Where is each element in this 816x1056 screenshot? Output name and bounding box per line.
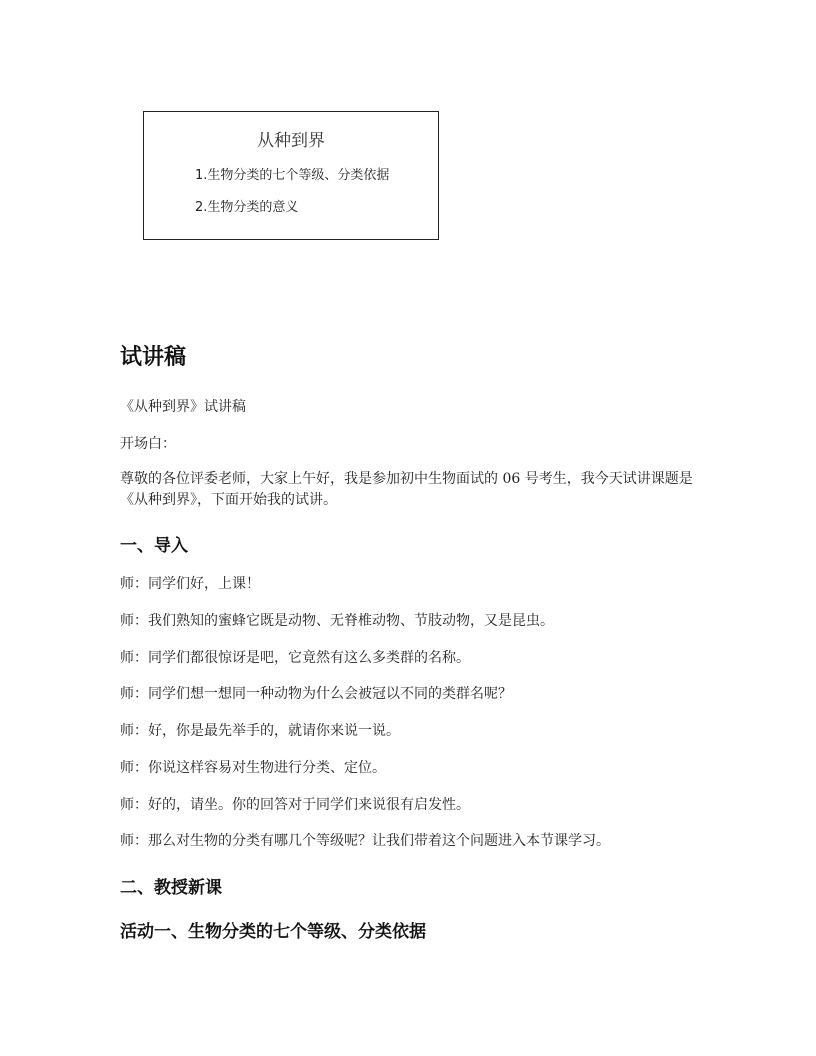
opening-label: 开场白： (120, 436, 176, 452)
dialogue-line: 师：好的，请坐。你的回答对于同学们来说很有启发性。 (120, 797, 470, 813)
blackboard-item: 2.生物分类的意义 (195, 200, 299, 215)
dialogue-line: 师：同学们都很惊讶是吧，它竟然有这么多类群的名称。 (120, 650, 470, 666)
section-heading-new-lesson: 二、教授新课 (120, 878, 222, 898)
blackboard-title: 从种到界 (257, 131, 325, 151)
dialogue-line: 师：同学们好，上课！ (120, 576, 260, 592)
dialogue-line: 师：我们熟知的蜜蜂它既是动物、无脊椎动物、节肢动物，又是昆虫。 (120, 613, 554, 629)
dialogue-line: 师：好，你是最先举手的，就请你来说一说。 (120, 723, 400, 739)
document-title: 试讲稿 (120, 345, 187, 370)
document-subtitle: 《从种到界》试讲稿 (120, 399, 246, 415)
blackboard-item: 1.生物分类的七个等级、分类依据 (195, 168, 390, 183)
activity-heading: 活动一、生物分类的七个等级、分类依据 (120, 922, 426, 942)
dialogue-line: 师：你说这样容易对生物进行分类、定位。 (120, 760, 386, 776)
dialogue-line: 师：同学们想一想同一种动物为什么会被冠以不同的类群名呢？ (120, 686, 512, 702)
blackboard-design-box (143, 111, 439, 240)
opening-paragraph: 尊敬的各位评委老师，大家上午好，我是参加初中生物面试的 06 号考生，我今天试讲课题是《从种到界》，下面开始我的试讲。 (120, 471, 693, 508)
dialogue-line: 师：那么对生物的分类有哪几个等级呢？让我们带着这个问题进入本节课学习。 (120, 833, 610, 849)
section-heading-intro: 一、导入 (120, 536, 188, 556)
